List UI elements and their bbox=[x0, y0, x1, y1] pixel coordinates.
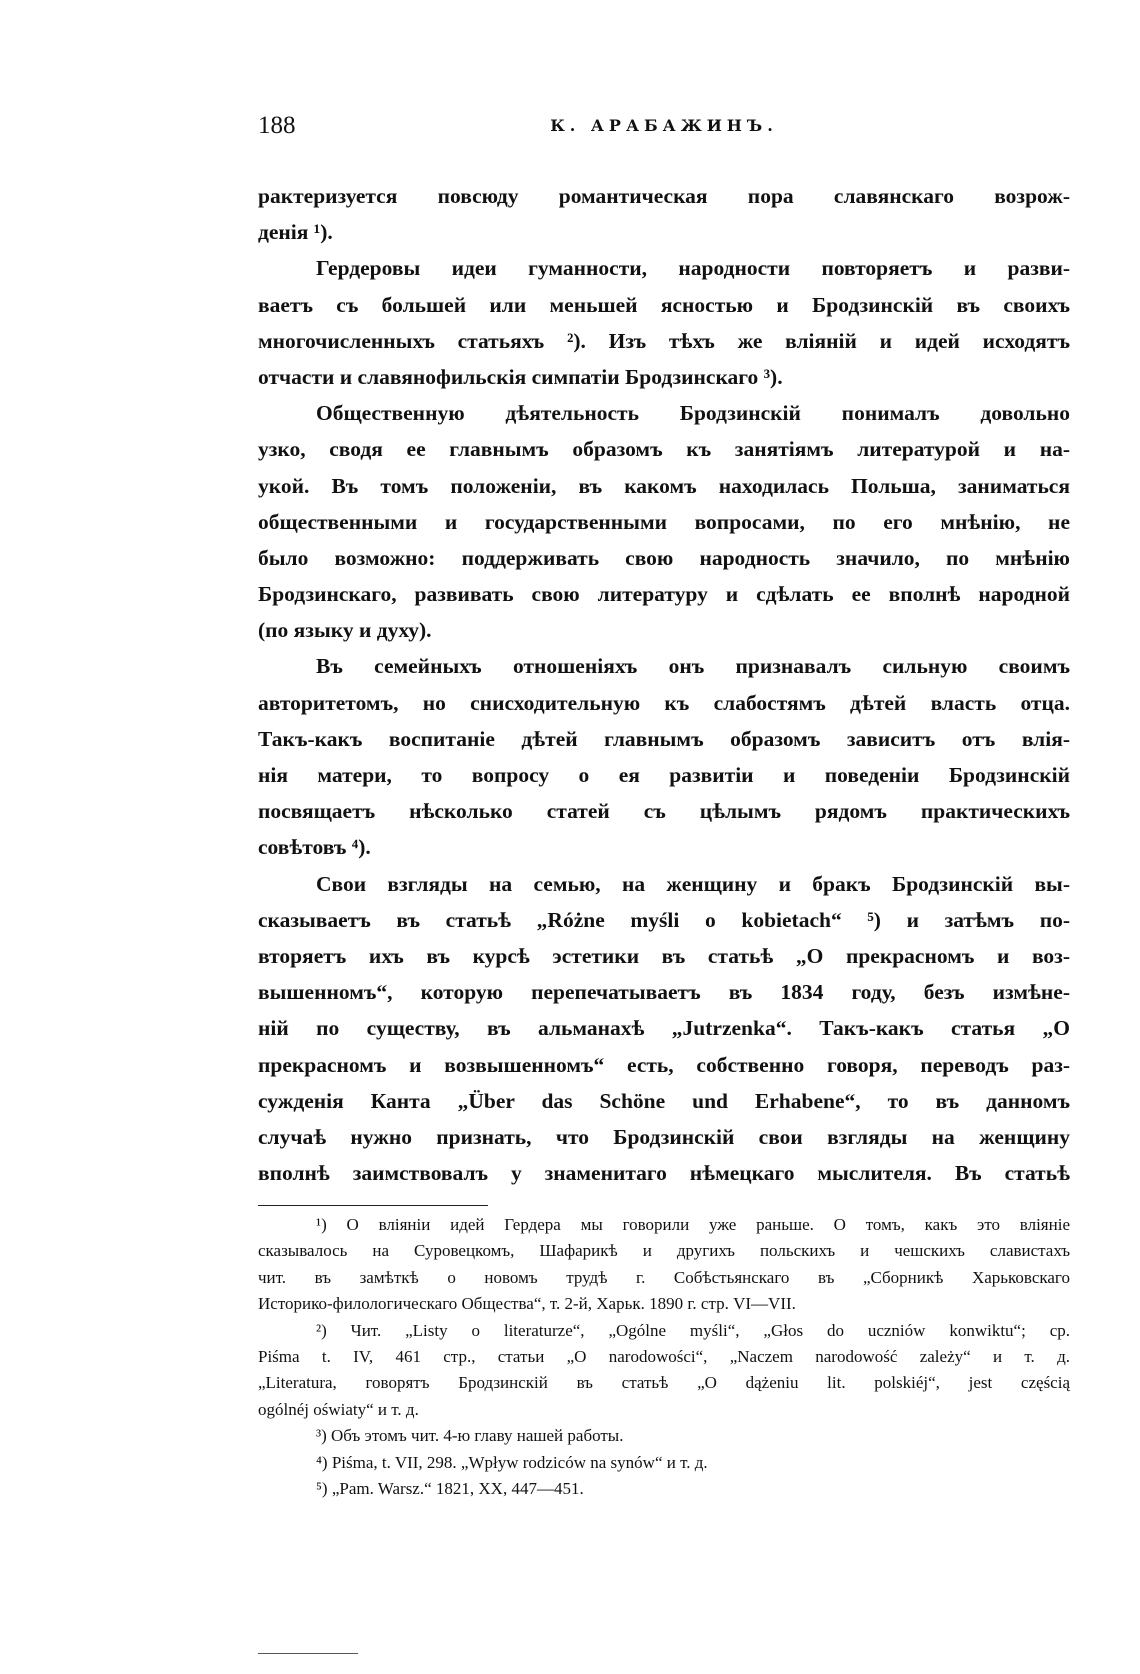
text-line: Общественную дѣятельность Бродзинскій понималъ довольно bbox=[316, 401, 1070, 426]
footnote-line: ogólnéj oświaty“ и т. д. bbox=[258, 1399, 419, 1419]
text-line: прекрасномъ и возвышенномъ“ есть, собственно говоря, переводъ раз- bbox=[258, 1052, 1070, 1077]
text-line: укой. Въ томъ положеніи, въ какомъ находилась Польша, заниматься bbox=[258, 473, 1070, 498]
text-line: ній по существу, въ альманахѣ „Jutrzenka“. Такъ-какъ статья „О bbox=[258, 1016, 1070, 1041]
text-line: сужденія Канта „Über das Schöne und Erhabene“, то въ данномъ bbox=[258, 1088, 1070, 1113]
text-line: Въ семейныхъ отношеніяхъ онъ признавалъ сильную своимъ bbox=[316, 654, 1070, 679]
text-line: вторяетъ ихъ въ курсѣ эстетики въ статьѣ „О прекрасномъ и воз- bbox=[258, 943, 1070, 968]
text-line: вполнѣ заимствовалъ у знаменитаго нѣмецкаго мыслителя. Въ статьѣ bbox=[258, 1161, 1070, 1186]
footnotes bbox=[258, 1212, 1070, 1502]
text-line: было возможно: поддерживать свою народность значило, по мнѣнію bbox=[258, 545, 1070, 570]
text-line: узко, сводя ее главнымъ образомъ къ занятіямъ литературой и на- bbox=[258, 437, 1070, 462]
text-line: общественными и государственными вопросами, по его мнѣнію, не bbox=[258, 509, 1070, 534]
bottom-rule bbox=[258, 1653, 358, 1654]
page-number: 188 bbox=[258, 112, 296, 139]
page-header bbox=[258, 112, 1070, 142]
footnote-line: ³) Объ этомъ чит. 4-ю главу нашей работы. bbox=[316, 1426, 624, 1446]
text-line: случаѣ нужно признать, что Бродзинскій свои взгляды на женщину bbox=[258, 1124, 1070, 1149]
text-line: нія матери, то вопросу о ея развитіи и поведеніи Бродзинскій bbox=[258, 763, 1070, 787]
text-line: рактеризуется повсюду романтическая пора славянскаго возрож- bbox=[258, 184, 1070, 208]
text-line: Гердеровы идеи гуманности, народности повторяетъ и разви- bbox=[316, 256, 1070, 281]
footnote-line: „Literatura, говорятъ Бродзинскій въ статьѣ „O dążeniu lit. polskiéj“, jest częścią bbox=[258, 1373, 1070, 1393]
text-line: отчасти и славянофильскія симпатіи Бродзинскаго ³). bbox=[258, 364, 783, 389]
text-line: авторитетомъ, но снисходительную къ слабостямъ дѣтей власть отца. bbox=[258, 690, 1070, 715]
footnote-line: ¹) О вліяніи идей Гердера мы говорили уже раньше. О томъ, какъ это вліяніе bbox=[316, 1215, 1070, 1234]
footnote-line: ⁴) Piśma, t. VII, 298. „Wpływ rodziców na synów“ и т. д. bbox=[316, 1452, 708, 1472]
text-line: (по языку и духу). bbox=[258, 618, 432, 643]
text-line: денія ¹). bbox=[258, 220, 333, 245]
footnote-line: ⁵) „Pam. Warsz.“ 1821, XX, 447—451. bbox=[316, 1478, 584, 1498]
footnote-line: ²) Чит. „Listy o literaturze“, „Ogólne myśli“, „Głos do uczniów konwiktu“; ср. bbox=[316, 1320, 1070, 1340]
footnote-line: сказывалось на Суровецкомъ, Шафарикѣ и другихъ польскихъ и чешскихъ славистахъ bbox=[258, 1241, 1070, 1261]
text-line: ваетъ съ большей или меньшей ясностью и Бродзинскій въ своихъ bbox=[258, 292, 1070, 317]
text-line: Такъ-какъ воспитаніе дѣтей главнымъ образомъ зависитъ отъ влія- bbox=[258, 726, 1070, 751]
footnote-line: чит. въ замѣткѣ о новомъ трудѣ г. Собѣстьянскаго въ „Сборникѣ Харьковскаго bbox=[258, 1267, 1070, 1287]
footnote-line: Piśma t. IV, 461 стр., статьи „O narodowości“, „Naczem narodowość zależy“ и т. д. bbox=[258, 1346, 1070, 1366]
footnote-line: Историко-филологическаго Общества“, т. 2-й, Харьк. 1890 г. стр. VI—VII. bbox=[258, 1294, 796, 1314]
text-line: Свои взгляды на семью, на женщину и бракъ Бродзинскій вы- bbox=[316, 871, 1070, 896]
footnote-separator bbox=[258, 1205, 488, 1206]
text-line: сказываетъ въ статьѣ „Różne myśli o kobietach“ ⁵) и затѣмъ по- bbox=[258, 907, 1070, 932]
main-text bbox=[258, 178, 1070, 1191]
running-head: К. АРАБАЖИНЪ. bbox=[550, 116, 778, 135]
text-line: многочисленныхъ статьяхъ ²). Изъ тѣхъ же вліяній и идей исходятъ bbox=[258, 328, 1070, 353]
text-line: посвящаетъ нѣсколько статей съ цѣлымъ рядомъ практическихъ bbox=[258, 799, 1070, 824]
text-line: вышенномъ“, которую перепечатываетъ въ 1834 году, безъ измѣне- bbox=[258, 980, 1070, 1005]
text-line: совѣтовъ ⁴). bbox=[258, 835, 371, 860]
text-line: Бродзинскаго, развивать свою литературу и сдѣлать ее вполнѣ народной bbox=[258, 582, 1070, 607]
